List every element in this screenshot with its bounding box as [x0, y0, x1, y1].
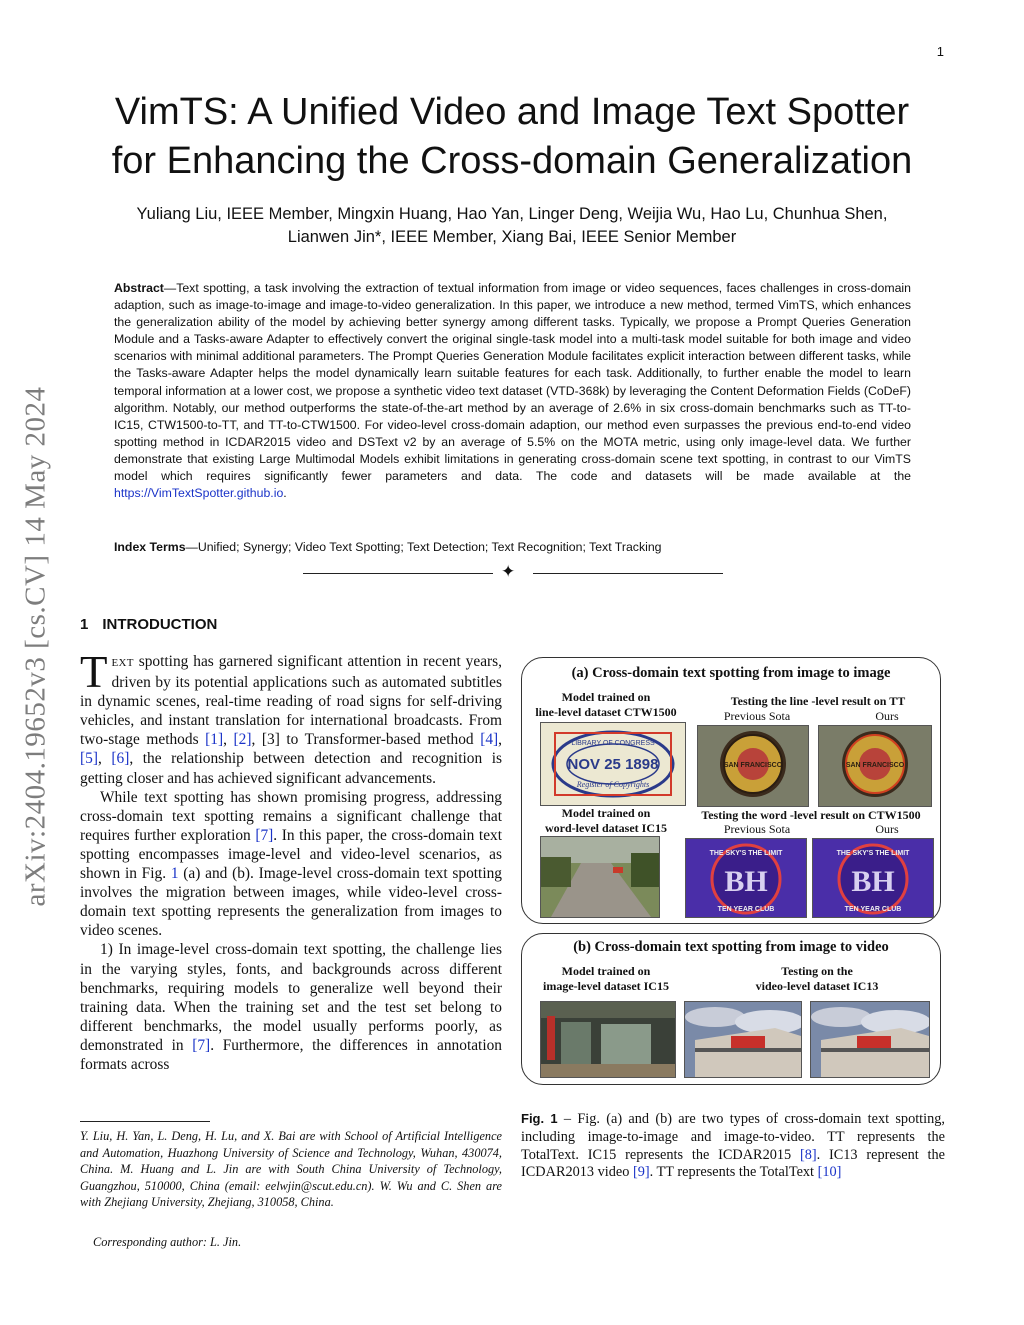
- svg-text:LIBRARY OF CONGRESS: LIBRARY OF CONGRESS: [571, 740, 655, 747]
- label-a-left-2: Model trained on word-level dataset IC15: [545, 806, 667, 835]
- image-road-scene: [540, 836, 660, 918]
- label-ours-1: Ours: [875, 709, 899, 723]
- image-badge-ours: [812, 838, 934, 918]
- panel-a: (a) Cross-domain text spotting from image to image Model trained on line-level dataset CTW1500 Testing the line -level result on TT Previous Sota Ours LIBRARY OF CONGRESS NOV 25 1898 Register of Copyrights SAN FRANCISCO SAN FRANCISCO Model trained on word-level dataset IC15 Testing the word -level result on CTW1500 Previous Sota Ours THE SKY'S THE LIMIT BH TEN YEAR CLUB THE SKY'S THE LIMIT BH TEN YEAR CLUB: [521, 657, 941, 924]
- author-list: Yuliang Liu, IEEE Member, Mingxin Huang, Hao Yan, Linger Deng, Weijia Wu, Hao Lu, Chunhua Shen, Lianwen Jin*, IEEE Member, Xiang Bai, IEEE Senior Member: [136, 205, 888, 246]
- diamond-icon: ✦: [501, 562, 516, 581]
- image-station: [540, 1001, 676, 1078]
- section-heading: 1 INTRODUCTION: [80, 616, 218, 633]
- intro-body: TEXT spotting has garnered significant attention in recent years, driven by its potential applications such as automated subtitles in dynamic scenes, real-time reading of road signs for self-driving vehicles, and instant translation for international broadcasts. From two-stage methods [1], [2], [3] to Transformer-based method [4], [5], [6], the relationship between detection and recognition is getting closer and has achieved significant advancements. While text spotting has shown promising progress, addressing cross-domain text spotting remains a significant challenge that requires further exploration [7]. In this paper, the cross-domain text spotting encompasses image-level and video-level scenarios, as shown in Fig. 1 (a) and (b). Image-level cross-domain text spotting involves the migration between images, while video-level cross-domain text spotting represents the generalization from images to video scenes. 1) In image-level cross-domain text spotting, the challenge lies in the varying styles, fonts, and backgrounds across different benchmarks, requiring models to generalize well beyond their training data. When the training set and the test set belong to different benchmarks, the model usually performs poorly, as demonstrated in [7]. Furthermore, the differences in annotation formats across: [80, 647, 503, 1073]
- abstract: Abstract—Text spotting, a task involving the extraction of textual information from image or video sequences, faces challenges in cross-domain adaption, such as image-to-image and image-to-video generalization. In this paper, we introduce a new method, termed VimTS, which enhances the generalization ability of the model by achieving better synergy among different tasks. Typically, we propose a Prompt Queries Generation Module and a Tasks-aware Adapter to effectively convert the original single-task model into a multi-task model suitable for both image and video scenarios with minimal additional parameters. The Prompt Queries Generation Module facilitates explicit interaction between different tasks, while the Tasks-aware Adapter helps the model dynamically learn suitable features for each task. Additionally, to further enable the model to learn temporal information at a lower cost, we propose a synthetic video text dataset (VTD-368k) by leveraging the Content Deformation Fields (CoDeF) algorithm. Notably, our method outperforms the state-of-the-art method by an average of 2.6% in six cross-domain benchmarks such as TT-to-IC15, CTW1500-to-TT, and TT-to-CTW1500. For video-level cross-domain adaption, our method even surpasses the previous end-to-end video spotting method in ICDAR2015 video and DSText v2 by an average of 5.5% on the MOTA metric, using only image-level data. We further demonstrate that existing Large Multimodal Models exhibit limitations in generating cross-domain scene text spotting, in contrast to our VimTS model which requires significantly fewer parameters and data. The code and datasets will be made available at the https://VimTextSpotter.github.io.: [114, 281, 911, 501]
- svg-text:THE SKY'S THE LIMIT: THE SKY'S THE LIMIT: [836, 850, 910, 857]
- abstract-label: Abstract: [114, 281, 164, 295]
- affiliation-footnote: Y. Liu, H. Yan, L. Deng, H. Lu, and X. Bai are with School of Artificial Intelligence and Automation, Huazhong University of Science and Technology, Wuhan, 430074, China. M. Huang and L. Jin are with South China University of Technology, Guangzhou, 510000, China (email: eelwjin@scut.edu.cn). W. Wu and C. Shen are with Zhejiang University, Zhejiang, 310058, China.: [80, 1129, 502, 1210]
- image-building-frame-2: [810, 1001, 930, 1078]
- svg-text:BH: BH: [851, 865, 895, 898]
- image-stamp: [540, 722, 686, 806]
- image-seal-ours: [818, 725, 932, 807]
- svg-text:SAN FRANCISCO: SAN FRANCISCO: [845, 762, 905, 769]
- svg-text:TEN YEAR CLUB: TEN YEAR CLUB: [717, 906, 775, 913]
- image-seal-previous: [697, 725, 809, 807]
- label-ours-2: Ours: [875, 822, 899, 836]
- panel-b: (b) Cross-domain text spotting from image to video Model trained on image-level dataset IC15 Testing on the video-level dataset IC13: [521, 933, 941, 1085]
- corresponding-author: Corresponding author: L. Jin.: [93, 1235, 242, 1249]
- label-a-right-2: Testing the word -level result on CTW1500: [701, 808, 921, 822]
- paper-title: VimTS: A Unified Video and Image Text Spotter for Enhancing the Cross-domain Generalization: [111, 91, 913, 182]
- label-prev-sota-1: Previous Sota: [723, 709, 791, 723]
- label-b-right: Testing on the video-level dataset IC13: [755, 964, 879, 993]
- svg-text:Register of Copyrights: Register of Copyrights: [576, 780, 650, 789]
- svg-text:THE SKY'S THE LIMIT: THE SKY'S THE LIMIT: [709, 850, 783, 857]
- figure-caption: Fig. 1 – Fig. (a) and (b) are two types of cross-domain text spotting, including image-to-image and image-to-video. TT represents the TotalText. IC15 represents the ICDAR2015 [8]. IC13 represent the ICDAR2013 video [9]. TT represents the TotalText [10]: [521, 1111, 946, 1181]
- page-number: 1: [936, 44, 944, 59]
- svg-text:SAN FRANCISCO: SAN FRANCISCO: [723, 762, 783, 769]
- footnote-rule: [80, 1121, 210, 1122]
- section-divider: [303, 564, 723, 584]
- label-a-left-1: Model trained on line-level dataset CTW1500: [535, 690, 677, 719]
- label-prev-sota-2: Previous Sota: [723, 822, 791, 836]
- svg-text:NOV 25 1898: NOV 25 1898: [567, 756, 659, 773]
- label-b-left: Model trained on image-level dataset IC15: [543, 964, 669, 993]
- arxiv-stamp: arXiv:2404.19652v3 [cs.CV] 14 May 2024: [19, 386, 52, 907]
- project-link[interactable]: https://VimTextSpotter.github.io: [114, 486, 284, 501]
- svg-text:BH: BH: [724, 865, 768, 898]
- index-terms: Index Terms—Unified; Synergy; Video Text Spotting; Text Detection; Text Recognition; Text Tracking: [114, 540, 662, 554]
- drop-cap: T: [80, 647, 108, 697]
- image-badge-previous: [685, 838, 807, 918]
- figure-1: [521, 657, 945, 1093]
- label-a-right-1: Testing the line -level result on TT: [730, 694, 906, 708]
- svg-text:TEN YEAR CLUB: TEN YEAR CLUB: [844, 906, 902, 913]
- image-building-frame-1: [684, 1001, 802, 1078]
